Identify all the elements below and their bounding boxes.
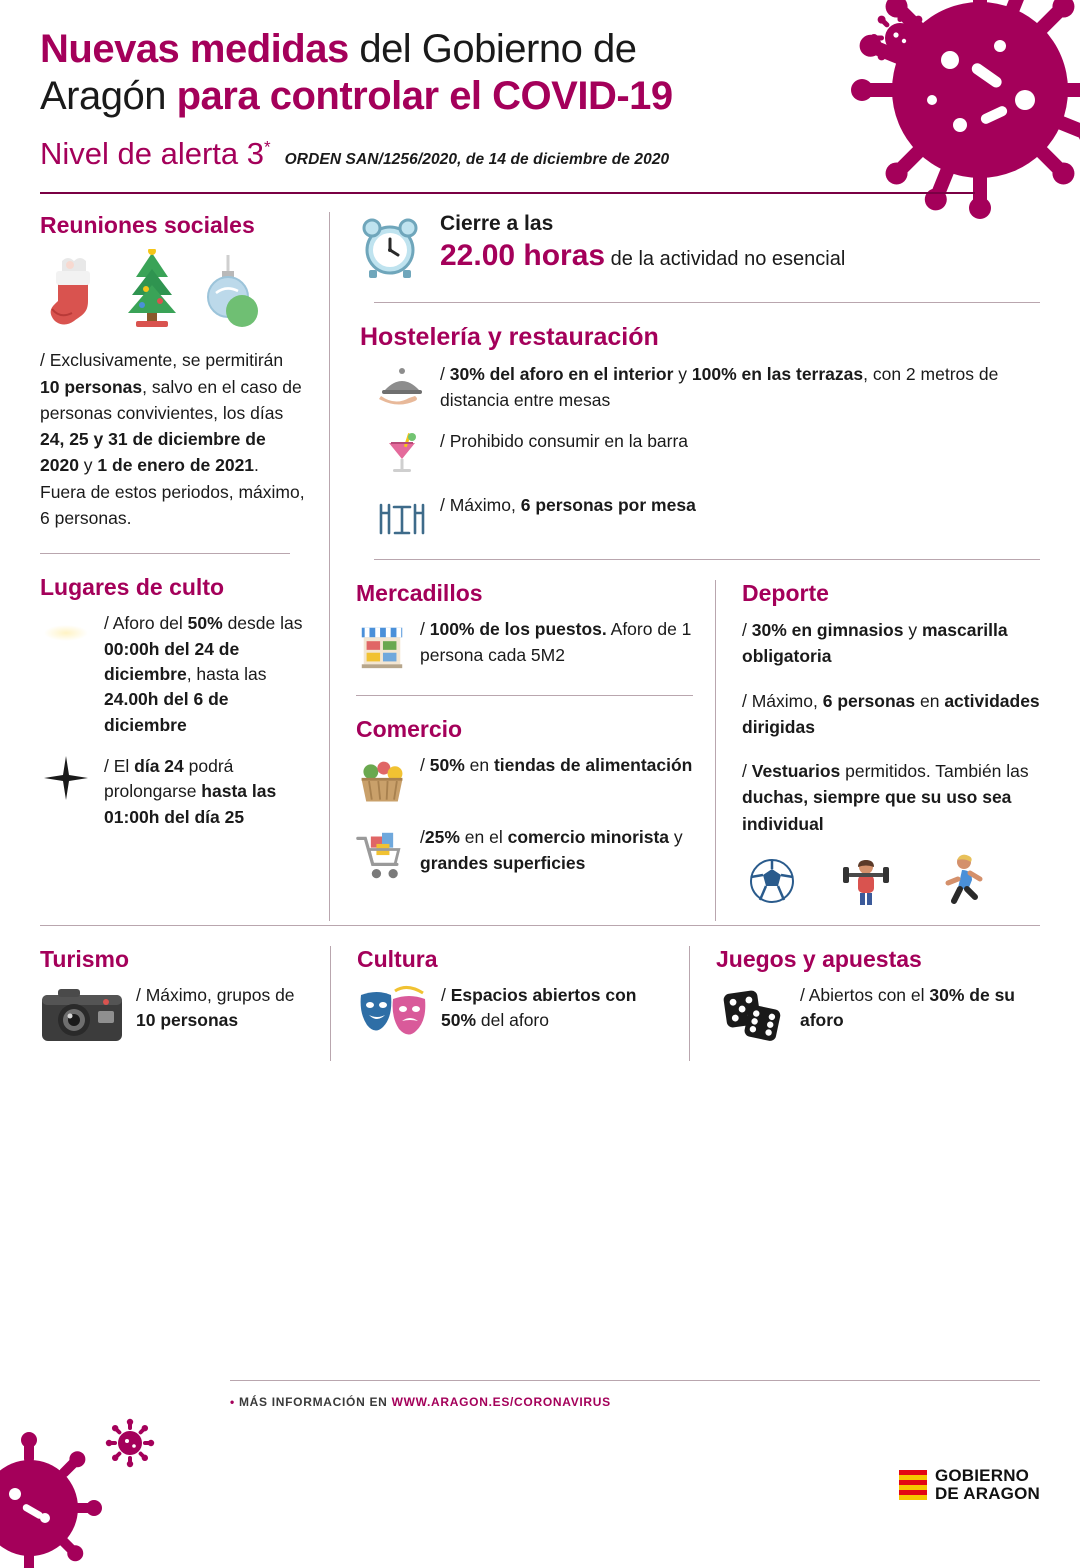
closure-hours: 22.00 horas <box>440 238 606 272</box>
turismo-block <box>40 946 330 1061</box>
mercadillos-comercio-column <box>356 580 716 921</box>
mercadillos-item <box>356 617 693 673</box>
footer-url[interactable]: WWW.ARAGON.ES/CORONAVIRUS <box>391 1395 611 1409</box>
soccer-ball-icon <box>748 857 796 905</box>
cocktail-icon <box>376 429 428 477</box>
worship-item-2-text <box>104 754 307 830</box>
turismo-text <box>136 983 308 1034</box>
cultura-block <box>330 946 690 1061</box>
section-title-mercadillos: Mercadillos <box>356 580 483 607</box>
section-title-comercio: Comercio <box>356 716 463 743</box>
dep-3-text-1: / <box>742 761 752 782</box>
social-text-2: , salvo en el caso de personas convivientes, los días <box>40 376 302 423</box>
cul-text-2: del aforo <box>476 1010 549 1031</box>
christmas-tree-icon <box>120 249 184 331</box>
gobierno-logo-text <box>935 1467 1040 1502</box>
comercio-item-2 <box>356 825 693 885</box>
com-1-text-2: en <box>464 755 494 776</box>
dep-3-bold-2: duchas, siempre que su uso sea individual <box>742 787 1012 834</box>
right-divider-1 <box>374 302 1040 303</box>
com-1-bold-1: 50% <box>429 755 465 776</box>
juegos-block <box>690 946 1040 1061</box>
mercadillos-text <box>420 617 693 668</box>
worship-1-bold-1: 50% <box>187 613 223 634</box>
page-title <box>40 26 870 120</box>
com-2-text-2: en el <box>459 827 508 848</box>
title-part-2: del Gobierno de <box>348 27 637 71</box>
dep-1-text-2: y <box>903 620 922 641</box>
dep-2-text-2: en <box>915 690 945 711</box>
worship-1-text-2: desde las <box>222 613 303 634</box>
footer-divider <box>230 1380 1040 1381</box>
left-column <box>40 212 330 921</box>
runner-icon <box>936 853 984 905</box>
com-1-bold-2: tiendas de alimentación <box>493 755 693 776</box>
order-reference: ORDEN SAN/1256/2020, de 14 de diciembre de 2020 <box>284 151 670 169</box>
juegos-item <box>716 983 1040 1043</box>
worship-item-2 <box>40 754 307 830</box>
market-stall-icon <box>356 617 408 673</box>
hosteleria-item-2-text <box>440 429 688 454</box>
merc-text-2: Aforo de 1 persona cada 5M2 <box>420 619 692 665</box>
alert-level-text: Nivel de alerta 3 <box>40 136 265 172</box>
bottom-row <box>40 946 1040 1061</box>
jue-text-1: / Abiertos con el <box>800 984 930 1005</box>
turismo-item <box>40 983 308 1045</box>
juegos-text <box>800 983 1040 1034</box>
worship-2-bold-1: día 24 <box>134 756 184 776</box>
comercio-item-2-text <box>420 825 693 876</box>
closure-line-1: Cierre a las <box>440 212 554 236</box>
mercadillos-divider <box>356 695 693 696</box>
hosteleria-section <box>356 323 1040 537</box>
host-1-text-3: , con 2 metros de distancia entre mesas <box>440 364 999 410</box>
closure-block <box>356 212 1040 280</box>
sparkle-star-icon <box>40 754 92 800</box>
deporte-item-3 <box>742 758 1040 837</box>
hosteleria-item-1 <box>376 362 1040 413</box>
com-2-bold-3: grandes superficies <box>420 852 586 873</box>
com-2-bold-1: 25% <box>424 827 460 848</box>
jue-bold-1: 30% de su aforo <box>800 984 1015 1031</box>
table-chairs-icon <box>376 493 428 537</box>
hosteleria-item-2 <box>376 429 1040 477</box>
grocery-basket-icon <box>356 753 408 809</box>
dep-2-text-1: / Máximo, <box>742 690 823 711</box>
social-bold-3: 1 de enero de 2021 <box>97 455 255 476</box>
dep-2-bold-2: actividades dirigidas <box>742 690 1040 737</box>
social-text-3: y <box>78 455 98 476</box>
worship-2-text-1: / El <box>104 756 135 776</box>
host-1-bold-1: 30% del aforo en el interior <box>449 364 674 385</box>
cul-bold-1: Espacios abiertos con 50% <box>441 984 637 1031</box>
host-1-text-2: y <box>673 364 692 385</box>
worship-1-bold-2: 00:00h del 24 de diciembre <box>104 638 240 684</box>
host-1-bold-2: 100% en las terrazas <box>691 364 864 385</box>
section-title-hosteleria: Hostelería y restauración <box>360 323 659 352</box>
deporte-item-1 <box>742 617 1040 670</box>
worship-item-1-text <box>104 611 307 738</box>
section-title-cultura: Cultura <box>357 945 438 972</box>
bottom-divider <box>40 925 1040 926</box>
sport-icons-row <box>748 853 1040 905</box>
dep-1-bold-1: 30% en gimnasios <box>751 620 904 641</box>
dep-1-bold-2: mascarilla obligatoria <box>742 620 1008 667</box>
footer <box>0 1380 1080 1528</box>
dep-3-bold-1: Vestuarios <box>751 761 841 782</box>
worship-1-text-3: , hasta las <box>186 663 267 684</box>
gobierno-de-aragon-logo <box>899 1467 1040 1502</box>
cultura-item <box>357 983 667 1043</box>
deporte-column <box>716 580 1040 921</box>
shopping-cart-icon <box>356 825 408 885</box>
host-3-text-1: / Máximo, <box>440 495 521 516</box>
gobierno-logo-line-1: GOBIERNO <box>934 1466 1030 1486</box>
social-text-4: . Fuera de estos periodos, máximo, 6 personas. <box>40 455 305 528</box>
section-title-deporte: Deporte <box>742 580 829 607</box>
com-2-text-1: / <box>420 827 425 848</box>
dep-2-bold-1: 6 personas <box>822 690 916 711</box>
right-column <box>330 212 1040 921</box>
aragon-flag-icon <box>899 1470 927 1500</box>
closure-line-2-rest: de la actividad no esencial <box>605 247 846 270</box>
section-title-lugares-de-culto: Lugares de culto <box>40 574 225 601</box>
light-ray-icon <box>40 611 92 653</box>
dep-3-text-2: permitidos. También las <box>840 761 1029 782</box>
deporte-item-2 <box>742 688 1040 741</box>
footer-info <box>230 1395 1040 1409</box>
dep-1-text-1: / <box>742 620 752 641</box>
right-divider-2 <box>374 559 1040 560</box>
title-part-1: Nuevas medidas <box>40 27 349 71</box>
christmas-stocking-icon <box>46 253 106 331</box>
comercio-item-1-text <box>420 753 692 778</box>
social-bold-2: 24, 25 y 31 de diciembre de 2020 <box>40 429 266 476</box>
hosteleria-item-3 <box>376 493 1040 537</box>
closure-text <box>440 212 845 272</box>
merc-bold-1: 100% de los puestos. <box>429 619 607 640</box>
dice-icon <box>716 983 788 1043</box>
worship-2-bold-2: hasta las 01:00h del día 25 <box>104 781 277 827</box>
hosteleria-item-1-text <box>440 362 1040 413</box>
mid-two-columns <box>356 580 1040 921</box>
cul-text-1: / <box>441 984 451 1005</box>
section-title-reuniones-sociales: Reuniones sociales <box>40 212 255 239</box>
worship-1-bold-3: 24.00h del 6 de diciembre <box>104 689 229 735</box>
section-title-turismo: Turismo <box>40 945 130 972</box>
merc-text-1: / <box>420 619 430 640</box>
worship-item-1 <box>40 611 307 738</box>
comercio-item-1 <box>356 753 693 809</box>
title-part-4: para controlar el COVID-19 <box>176 74 673 119</box>
alert-level <box>40 136 271 172</box>
section-title-juegos: Juegos y apuestas <box>716 945 922 972</box>
tur-bold-1: 10 personas <box>136 1010 239 1031</box>
christmas-bauble-icon <box>198 249 262 331</box>
theatre-masks-icon <box>357 983 429 1043</box>
host-1-text-1: / <box>440 364 450 385</box>
com-2-text-3: y <box>669 827 683 848</box>
com-1-text-1: / <box>420 755 430 776</box>
alert-level-asterisk: * <box>264 138 271 158</box>
social-text-1: / Exclusivamente, se permitirán <box>40 350 284 371</box>
subtitle-row <box>40 136 1040 172</box>
com-2-bold-2: comercio minorista <box>507 827 670 848</box>
hosteleria-item-3-text <box>440 493 696 518</box>
tur-text-1: / Máximo, grupos de <box>136 984 295 1005</box>
cultura-text <box>441 983 667 1034</box>
room-service-icon <box>376 362 428 406</box>
title-part-3: Aragón <box>40 74 177 119</box>
header-divider <box>40 192 975 194</box>
footer-bullet: • <box>230 1395 235 1409</box>
worship-1-text-1: / Aforo del <box>104 613 188 634</box>
alarm-clock-icon <box>356 212 424 280</box>
weightlifter-icon <box>840 857 892 905</box>
gobierno-logo-line-2: DE ARAGON <box>934 1483 1040 1503</box>
social-text <box>40 347 307 531</box>
social-bold-1: 10 personas <box>40 376 143 397</box>
left-divider-1 <box>40 553 290 554</box>
closure-line-2 <box>440 239 845 273</box>
worship-2-text-2: podrá prolongarse <box>104 756 234 802</box>
camera-icon <box>40 983 124 1045</box>
footer-label: MÁS INFORMACIÓN EN <box>238 1395 392 1409</box>
host-3-bold-1: 6 personas por mesa <box>520 495 696 516</box>
christmas-icons-row <box>46 249 307 331</box>
content-grid <box>40 212 1040 921</box>
host-2-text-1: / Prohibido consumir en la barra <box>440 431 689 452</box>
